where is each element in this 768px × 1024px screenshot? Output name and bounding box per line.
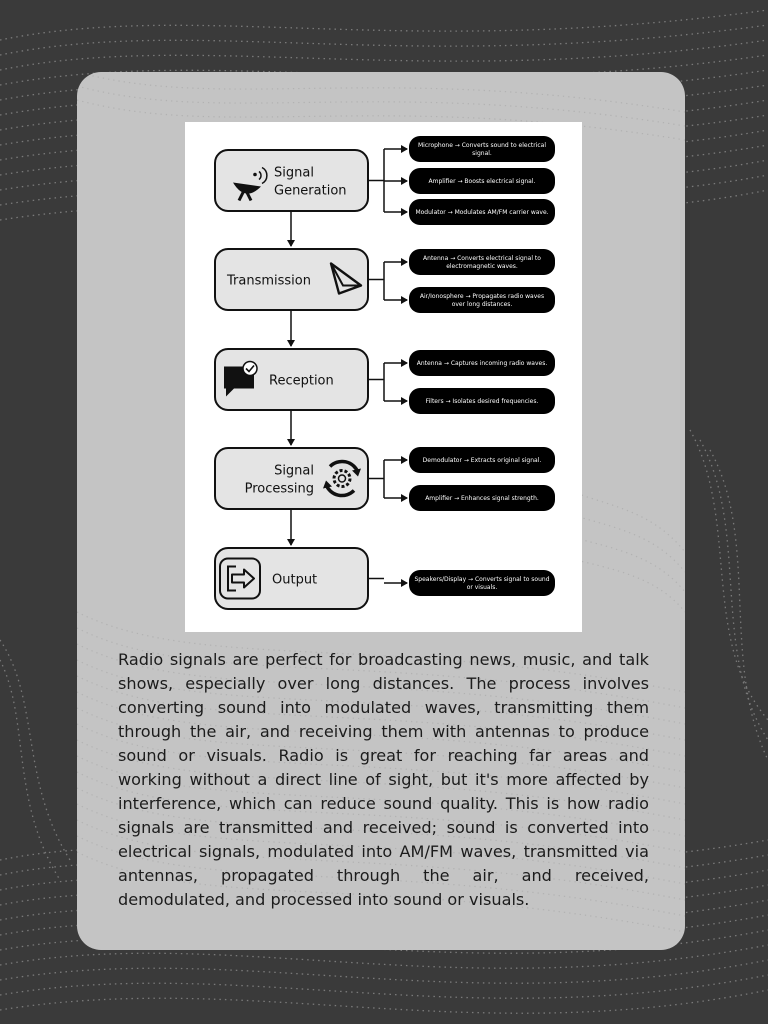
detail-text: or visuals. (466, 584, 498, 591)
stage-label: Signal (274, 463, 314, 479)
detail-text: Filters → Isolates desired frequencies. (425, 398, 539, 405)
stage-label: Output (272, 572, 318, 588)
detail-text: Antenna → Captures incoming radio waves. (416, 360, 548, 367)
stage-5 (215, 548, 368, 609)
detail-pill (409, 199, 555, 225)
detail-pill (409, 136, 555, 162)
stage-label: Signal (274, 165, 314, 181)
detail-text: Air/Ionosphere → Propagates radio waves (419, 293, 545, 300)
stage-label: Reception (269, 373, 334, 389)
detail-pill (409, 388, 555, 414)
detail-text: electromagnetic waves. (446, 263, 518, 270)
detail-text: Speakers/Display → Converts signal to sound (414, 576, 550, 583)
detail-pill (409, 485, 555, 511)
stage-label: Processing (244, 481, 314, 497)
flow-diagram (185, 122, 582, 632)
stage-1 (215, 150, 368, 211)
stage-4 (215, 448, 368, 509)
description-paragraph: Radio signals are perfect for broadcasting news, music, and talk shows, especially over long distances. The process involves converting sound into modulated waves, transmitting them through the air, and receiving them with antennas to produce sound or visuals. Radio is great for reaching far areas and working without a direct line of sight, but it's more affected by interference, which can reduce sound quality. This is how radio signals are transmitted and received; sound is converted into electrical signals, modulated into AM/FM waves, transmitted via antennas, propagated through the air, and received, demodulated, and processed into sound or visuals. (118, 650, 649, 909)
stage-label: Generation (274, 183, 347, 199)
stage-2 (215, 249, 368, 310)
detail-pill (409, 249, 555, 275)
detail-pill (409, 168, 555, 194)
detail-pill (409, 447, 555, 473)
detail-text: Microphone → Converts sound to electrical (417, 142, 547, 149)
detail-text: Amplifier → Boosts electrical signal. (428, 178, 536, 185)
detail-text: over long distances. (451, 301, 513, 308)
detail-text: signal. (472, 150, 492, 157)
detail-text: Demodulator → Extracts original signal. (422, 457, 542, 464)
stage-label: Transmission (227, 273, 311, 289)
detail-text: Modulator → Modulates AM/FM carrier wave. (415, 209, 549, 216)
detail-pill (409, 350, 555, 376)
detail-pill (409, 287, 555, 313)
stage-box (215, 150, 368, 211)
detail-text: Amplifier → Enhances signal strength. (425, 495, 539, 502)
flow-diagram-panel (185, 122, 582, 632)
detail-pill (409, 570, 555, 596)
detail-text: Antenna → Converts electrical signal to (423, 255, 541, 262)
stage-3 (215, 349, 368, 410)
